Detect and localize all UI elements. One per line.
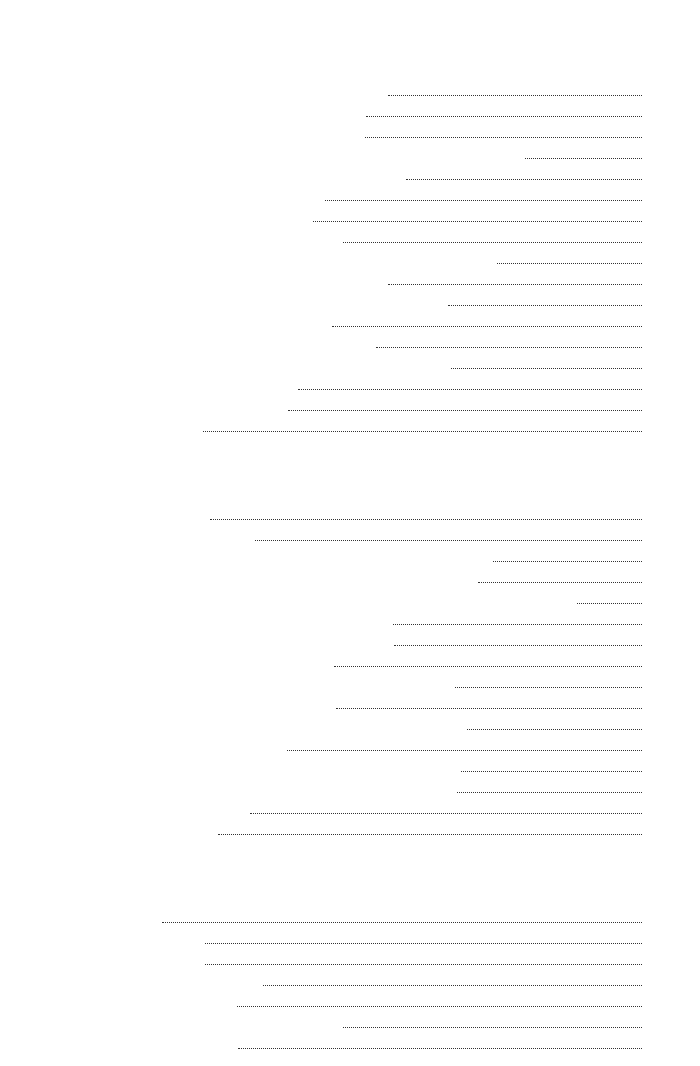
toc-entry	[0, 373, 700, 395]
toc-entry	[0, 545, 700, 567]
dot-leader	[343, 242, 642, 243]
toc-entry	[0, 797, 700, 819]
toc-entry	[0, 205, 700, 227]
dot-leader	[497, 263, 642, 264]
toc-entry	[0, 713, 700, 735]
toc-entry	[0, 268, 700, 290]
dot-leader	[325, 200, 642, 201]
toc-entry	[0, 163, 700, 185]
dot-leader	[203, 431, 642, 432]
dot-leader	[406, 179, 642, 180]
dot-leader	[298, 389, 642, 390]
toc-entry	[0, 566, 700, 588]
dot-leader	[461, 771, 642, 772]
toc-entry	[0, 650, 700, 672]
toc-entry	[0, 692, 700, 714]
dot-leader	[448, 305, 642, 306]
toc-entry	[0, 331, 700, 353]
dot-leader	[255, 540, 642, 541]
toc-entry	[0, 226, 700, 248]
toc-entry	[0, 289, 700, 311]
toc-entry	[0, 948, 700, 970]
dot-leader	[493, 561, 642, 562]
toc-entry	[0, 776, 700, 798]
toc-entry	[0, 142, 700, 164]
dot-leader	[332, 326, 642, 327]
dot-leader	[525, 158, 642, 159]
toc-entry	[0, 906, 700, 928]
dot-leader	[451, 368, 642, 369]
toc-entry	[0, 524, 700, 546]
toc-entry	[0, 734, 700, 756]
dot-leader	[237, 1006, 642, 1007]
toc-entry	[0, 121, 700, 143]
toc-entry	[0, 755, 700, 777]
toc-entry	[0, 247, 700, 269]
dot-leader	[205, 964, 642, 965]
dot-leader	[162, 922, 642, 923]
dot-leader	[394, 645, 642, 646]
toc-entry	[0, 503, 700, 525]
toc-entry	[0, 352, 700, 374]
dot-leader	[336, 708, 642, 709]
toc-entry	[0, 969, 700, 991]
dot-leader	[577, 603, 642, 604]
dot-leader	[365, 137, 642, 138]
dot-leader	[467, 729, 642, 730]
toc-entry	[0, 310, 700, 332]
dot-leader	[457, 792, 642, 793]
dot-leader	[288, 410, 642, 411]
toc-entry	[0, 927, 700, 949]
dot-leader	[388, 284, 642, 285]
toc-entry	[0, 394, 700, 416]
dot-leader	[210, 519, 642, 520]
dot-leader	[334, 666, 642, 667]
dot-leader	[343, 1027, 642, 1028]
toc-entry	[0, 415, 700, 437]
dot-leader	[263, 985, 642, 986]
dot-leader	[388, 95, 642, 96]
toc-entry	[0, 671, 700, 693]
dot-leader	[205, 943, 642, 944]
toc-entry	[0, 818, 700, 840]
toc-entry	[0, 184, 700, 206]
dot-leader	[250, 813, 642, 814]
toc-entry	[0, 990, 700, 1012]
dot-leader	[455, 687, 642, 688]
dot-leader	[376, 347, 642, 348]
toc-entry	[0, 1011, 700, 1033]
dot-leader	[478, 582, 642, 583]
dot-leader	[393, 624, 642, 625]
dot-leader	[313, 221, 642, 222]
dot-leader	[287, 750, 642, 751]
dot-leader	[366, 116, 642, 117]
toc-entry	[0, 79, 700, 101]
toc-entry	[0, 629, 700, 651]
dot-leader	[218, 834, 642, 835]
toc-entry	[0, 587, 700, 609]
toc-entry	[0, 100, 700, 122]
toc-entry	[0, 608, 700, 630]
